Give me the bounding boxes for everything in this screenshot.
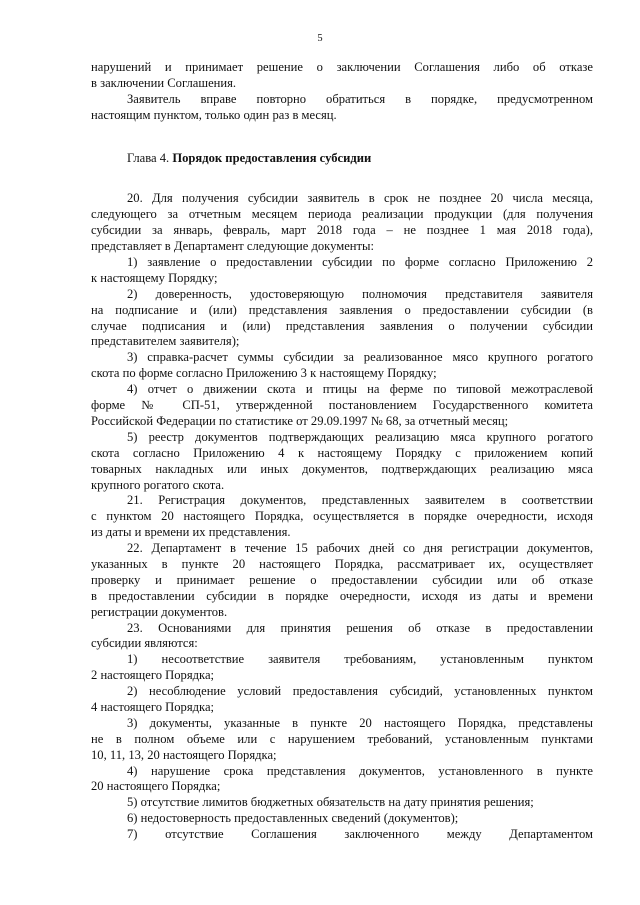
text-line: не в полном объеме или с нарушением требований, установленным пунктами <box>91 731 593 746</box>
text-line: 1) несоответствие заявителя требованиям, установленным пунктом <box>127 652 593 667</box>
text-line: 10, 11, 13, 20 настоящего Порядка; <box>91 747 277 762</box>
chapter-heading <box>91 151 593 167</box>
page-number: 5 <box>317 33 323 44</box>
text-line: скота согласно Приложению 4 к настоящему Порядку с приложением копий <box>91 445 593 460</box>
paragraph <box>91 621 593 653</box>
paragraph <box>91 287 593 351</box>
text-line: проверку и принимает решение о предоставлении субсидии или об отказе <box>91 572 593 587</box>
paragraph <box>91 255 593 287</box>
paragraph <box>91 493 593 541</box>
text-line: 2) доверенность, удостоверяющую полномочия представителя заявителя <box>127 286 593 301</box>
text-line: 2) несоблюдение условий предоставления субсидий, установленных пунктом <box>127 684 593 699</box>
text-line: Российской Федерации по статистике от 29.09.1997 № 68, за отчетный месяц; <box>91 413 509 428</box>
text-line: Заявитель вправе повторно обратиться в порядке, предусмотренном <box>127 91 593 106</box>
text-line: в предоставлении субсидии в порядке очередности, исходя из даты и времени <box>91 588 593 603</box>
chapter-title: Порядок предоставления субсидии <box>172 150 372 165</box>
text-line: 20. Для получения субсидии заявитель в срок не позднее 20 числа месяца, <box>127 191 593 206</box>
paragraph <box>91 430 593 494</box>
paragraph-reapply <box>91 92 593 124</box>
text-line: 1) заявление о предоставлении субсидии по форме согласно Приложению 2 <box>127 255 593 270</box>
paragraph <box>91 652 593 684</box>
paragraph <box>91 350 593 382</box>
text-line: 5) реестр документов подтверждающих реализацию мяса крупного рогатого <box>127 429 593 444</box>
text-line: субсидии являются: <box>91 636 198 651</box>
paragraph <box>91 684 593 716</box>
text-line: настоящим пунктом, только один раз в месяц. <box>91 107 337 122</box>
text-line: в заключении Соглашения. <box>91 75 237 90</box>
paragraph <box>91 827 593 843</box>
paragraph <box>91 811 593 827</box>
paragraph <box>91 191 593 255</box>
text-line: скота по форме согласно Приложению 3 к настоящему Порядку; <box>91 366 437 381</box>
text-line: нарушений и принимает решение о заключении Соглашения либо об отказе <box>91 60 593 74</box>
text-line: указанных в пункте 20 настоящего Порядка, рассматривает их, осуществляет <box>91 556 593 571</box>
text-line: 4) нарушение срока представления документов, установленного в пункте <box>127 763 593 778</box>
text-line: 21. Регистрация документов, представленных заявителем в соответствии <box>127 493 593 508</box>
text-line: из даты и времени их представления. <box>91 525 291 540</box>
text-line: 23. Основаниями для принятия решения об отказе в предоставлении <box>127 620 593 635</box>
paragraph <box>91 795 593 811</box>
text-line: к настоящему Порядку; <box>91 270 218 285</box>
text-line: регистрации документов. <box>91 604 228 619</box>
paragraph <box>91 382 593 430</box>
text-line: 20 настоящего Порядка; <box>91 779 221 794</box>
text-line: товарных накладных или иных документов, подтверждающих реализацию мяса <box>91 461 593 476</box>
text-line: 5) отсутствие лимитов бюджетных обязательств на дату принятия решения; <box>127 795 534 810</box>
document-body <box>91 60 593 843</box>
paragraph-list <box>91 191 593 843</box>
chapter-label: Глава 4. <box>127 150 173 165</box>
text-line: крупного рогатого скота. <box>91 477 225 492</box>
text-line: случае подписания и (или) представления заявления о получении субсидии <box>91 318 593 333</box>
text-line: 7) отсутствие Соглашения заключенного между Департаментом <box>127 827 593 842</box>
paragraph <box>91 764 593 796</box>
text-line: 4 настоящего Порядка; <box>91 699 215 714</box>
text-line: 4) отчет о движении скота и птицы на ферме по типовой межотраслевой <box>127 382 593 397</box>
text-line: субсидии за январь, февраль, март 2018 года – не позднее 1 мая 2018 года), <box>91 223 593 238</box>
text-line: представителем заявителя); <box>91 334 240 349</box>
text-line: 3) документы, указанные в пункте 20 настоящего Порядка, представлены <box>127 715 593 730</box>
text-line: с пунктом 20 настоящего Порядка, осуществляется в порядке очередности, исходя <box>91 509 593 524</box>
paragraph-top <box>91 60 593 92</box>
text-line: следующего за отчетным месяцем периода реализации продукции (для получения <box>91 207 593 222</box>
text-line: 3) справка-расчет суммы субсидии за реализованное мясо крупного рогатого <box>127 350 593 365</box>
paragraph <box>91 541 593 620</box>
text-line: форме № СП-51, утвержденной постановлением Государственного комитета <box>91 398 593 413</box>
paragraph <box>91 716 593 764</box>
text-line: представляет в Департамент следующие документы: <box>91 239 375 254</box>
text-line: 6) недостоверность предоставленных сведений (документов); <box>127 811 459 826</box>
text-line: на подписание и (или) представления заявления о предоставлении субсидии (в <box>91 302 593 317</box>
text-line: 22. Департамент в течение 15 рабочих дней со дня регистрации документов, <box>127 541 593 556</box>
text-line: 2 настоящего Порядка; <box>91 668 215 683</box>
